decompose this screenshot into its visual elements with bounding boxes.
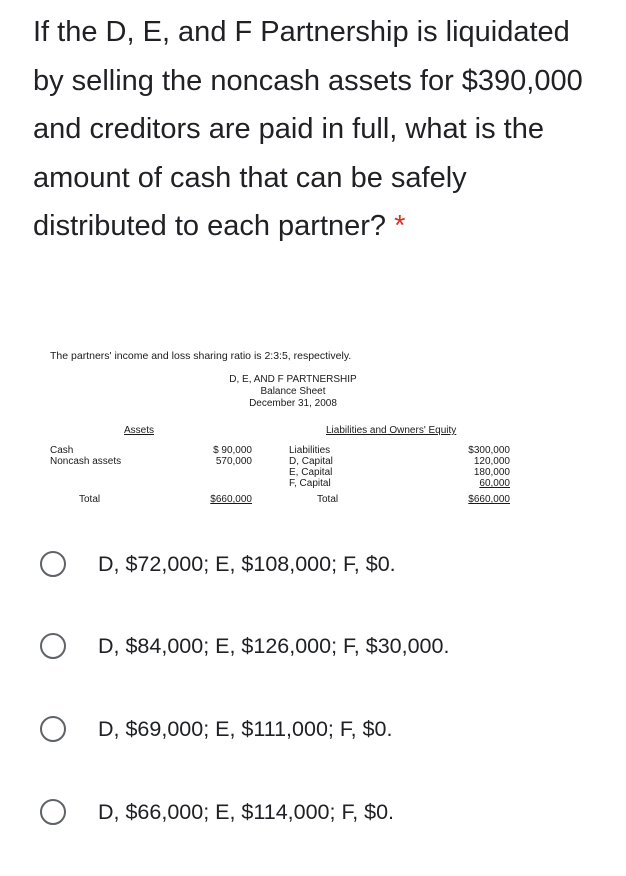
liability-label: E, Capital [289, 467, 333, 478]
option-label: D, $66,000; E, $114,000; F, $0. [98, 799, 395, 824]
question-label: If the D, E, and F Partnership is liquidated by selling the noncash assets for $390,000 and creditors are paid in full, what is the amount of cash that can be safely distributed to each partner? [33, 16, 583, 242]
radio-button[interactable] [40, 716, 66, 742]
sheet-date: December 31, 2008 [249, 398, 337, 409]
sheet-statement: Balance Sheet [260, 386, 326, 397]
option-3[interactable] [40, 705, 600, 753]
liab-total-label: Total [317, 494, 339, 505]
liability-value: 60,000 [479, 478, 510, 489]
assets-header: Assets [124, 425, 155, 436]
required-asterisk: * [394, 210, 406, 242]
asset-label: Noncash assets [50, 456, 122, 467]
liability-value: $300,000 [468, 445, 510, 456]
liab-total: $660,000 [468, 494, 510, 505]
sheet-company: D, E, AND F PARTNERSHIP [229, 374, 357, 385]
option-label: D, $72,000; E, $108,000; F, $0. [98, 551, 396, 576]
asset-value: 570,000 [215, 456, 252, 467]
radio-button[interactable] [40, 799, 66, 825]
assets-total-label: Total [79, 494, 101, 505]
liability-value: 180,000 [473, 467, 510, 478]
radio-button[interactable] [40, 633, 66, 659]
liability-label: D, Capital [289, 456, 333, 467]
option-1[interactable] [40, 540, 600, 588]
option-4[interactable] [40, 788, 600, 836]
liability-label: F, Capital [289, 478, 331, 489]
liability-value: 120,000 [473, 456, 510, 467]
assets-total: $660,000 [210, 494, 252, 505]
option-label: D, $84,000; E, $126,000; F, $30,000. [98, 633, 450, 658]
liabilities-header: Liabilities and Owners' Equity [326, 425, 457, 436]
radio-button[interactable] [40, 551, 66, 577]
asset-value: $ 90,000 [213, 445, 252, 456]
option-label: D, $69,000; E, $111,000; F, $0. [98, 716, 393, 741]
liability-label: Liabilities [289, 445, 331, 456]
asset-label: Cash [50, 445, 74, 456]
sharing-ratio-note: The partners' income and loss sharing ratio is 2:3:5, respectively. [50, 350, 352, 362]
option-2[interactable] [40, 622, 600, 670]
